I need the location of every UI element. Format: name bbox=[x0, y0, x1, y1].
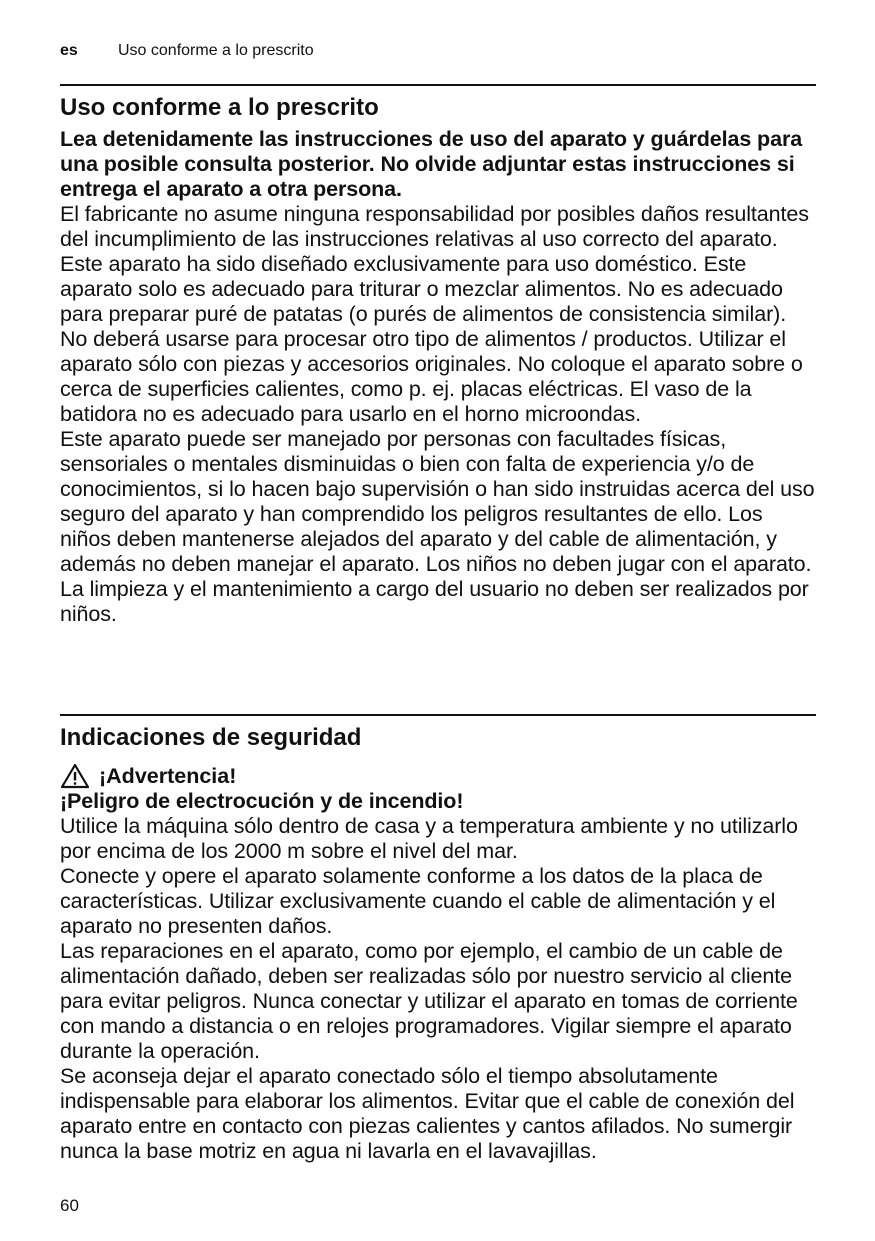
warning-label: ¡Advertencia! bbox=[99, 763, 237, 788]
warning-triangle-icon bbox=[60, 763, 90, 789]
danger-title: ¡Peligro de electrocución y de incendio! bbox=[60, 789, 464, 813]
warning-heading bbox=[60, 763, 816, 789]
paragraph: Utilice la máquina sólo dentro de casa y a temperatura ambiente y no utilizarlo por encima de los 2000 m sobre el nivel del mar. bbox=[60, 814, 798, 863]
manual-page bbox=[60, 0, 816, 1241]
section-title: Uso conforme a lo prescrito bbox=[60, 94, 379, 121]
paragraph: Las reparaciones en el aparato, como por ejemplo, el cambio de un cable de alimentación dañado, deben ser realizadas sólo por nuestro servicio al cliente para evitar peligros. Nunca conectar y utilizar el aparato en tomas de corriente con mando a distancia o en relojes programadores. Vigilar siempre el aparato durante la operación. bbox=[60, 939, 798, 1063]
running-header bbox=[60, 41, 314, 61]
section-title: Indicaciones de seguridad bbox=[60, 724, 362, 751]
intro-bold-paragraph: Lea detenidamente las instrucciones de uso del aparato y guárdelas para una posible consulta posterior. No olvide adjuntar estas instrucciones si entrega el aparato a otra persona. bbox=[60, 127, 803, 201]
language-code: es bbox=[60, 42, 78, 59]
paragraph: Este aparato ha sido diseñado exclusivamente para uso doméstico. Este aparato solo es adecuado para triturar o mezclar alimentos. No es adecuado para preparar puré de patatas (o purés de alimentos de consistencia similar). No deberá usarse para procesar otro tipo de alimentos / productos. Utilizar el aparato sólo con piezas y accesorios originales. No coloque el aparato sobre o cerca de superficies calientes, como p. ej. placas eléctricas. El vaso de la batidora no es adecuado para usarlo en el horno microondas. bbox=[60, 252, 803, 426]
section-intended-use bbox=[60, 84, 816, 627]
paragraph: El fabricante no asume ninguna responsabilidad por posibles daños resultantes del incumplimiento de las instrucciones relativas al uso correcto del aparato. bbox=[60, 202, 809, 251]
page-number: 60 bbox=[60, 1196, 79, 1215]
paragraph: Se aconseja dejar el aparato conectado sólo el tiempo absolutamente indispensable para elaborar los alimentos. Evitar que el cable de conexión del aparato entre en contacto con piezas calientes y cantos afilados. No sumergir nunca la base motriz en agua ni lavarla en el lavavajillas. bbox=[60, 1064, 795, 1163]
paragraph: Conecte y opere el aparato solamente conforme a los datos de la placa de características. Utilizar exclusivamente cuando el cable de alimentación y el aparato no presenten daños. bbox=[60, 864, 776, 938]
section-safety bbox=[60, 714, 816, 1164]
running-title: Uso conforme a lo prescrito bbox=[118, 42, 314, 59]
paragraph: Este aparato puede ser manejado por personas con facultades físicas, sensoriales o mentales disminuidas o bien con falta de experiencia y/o de conocimientos, si lo hacen bajo supervisión o han sido instruidas acerca del uso seguro del aparato y han comprendido los peligros resultantes de ello. Los niños deben mantenerse alejados del aparato y del cable de alimentación, y además no deben manejar el aparato. Los niños no deben jugar con el aparato. La limpieza y el mantenimiento a cargo del usuario no deben ser realizados por niños. bbox=[60, 427, 815, 626]
